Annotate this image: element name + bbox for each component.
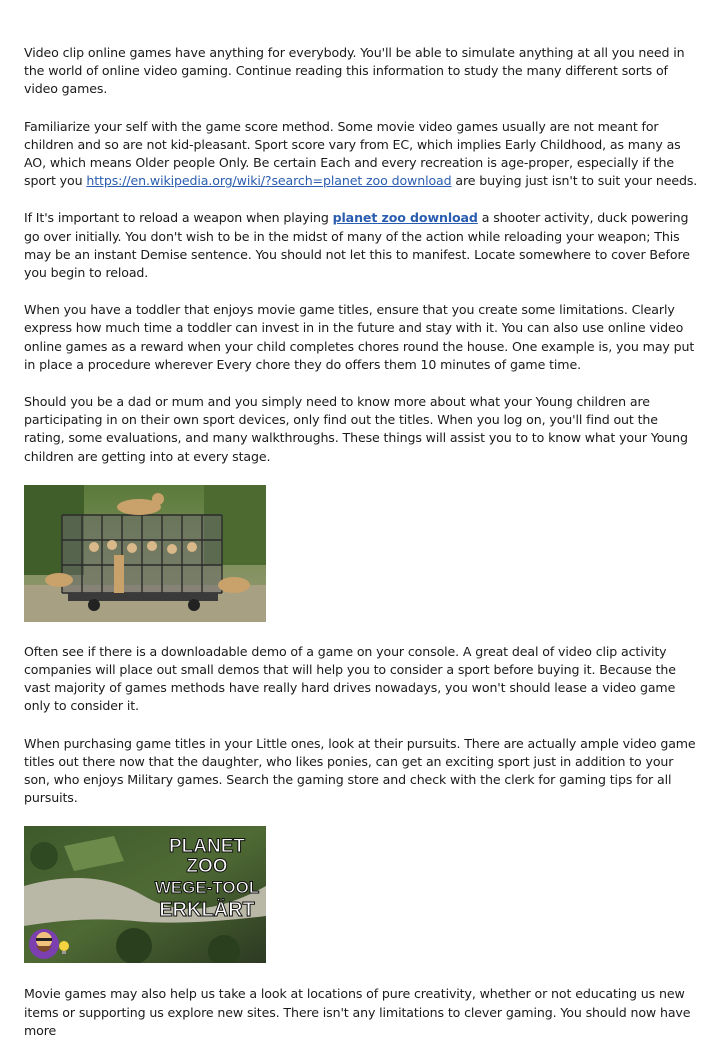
paragraph-text: a shooter activity, duck powering go over initially. You don't wish to be in the midst of many of the action while reloading your weapon; This may be an instant Demise sentence. You should not let this to manifest. Locate somewhere to cover Before you begin to reload. [24,210,690,281]
thumbnail-title-line1: PLANET [169,836,245,858]
zoo-safari-cage-photo [24,485,266,622]
paragraph-intro: Video clip online games have anything for everybody. You'll be able to simulate anything at all you need in the world of online video gaming. Continue reading this information to study the many different sorts of video games. [24,45,685,97]
paragraph-toddler-limits: When you have a toddler that enjoys movie game titles, ensure that you create some limitations. Clearly express how much time a toddler can invest in in the future and stay with it. You can also use online video online games as a reward when your child completes chores round the house. One example is, you may put in place a procedure wherever Every chore they do offers them 10 minutes of game time. [24,302,695,372]
paragraph-text: are buying just isn't to suit your needs. [451,173,698,189]
thumbnail-title-line4: ERKLÄRT [159,899,255,922]
paragraph-text: Familiarize your self with the game score method. Some movie video games usually are not meant for children and so are not kid-pleasant. Sport score vary from EC, which implies Early Childhood, as many as AO, which means Older people Only. Be certain Each and every recreation is age-proper, especially if the sport you [24,118,681,189]
planet-zoo-download-link[interactable]: planet zoo download [332,210,478,226]
paragraph-text: If It's important to reload a weapon when playing [24,210,333,226]
thumbnail-title-line3: WEGE-TOOL [154,878,260,898]
thumbnail-title-line2: ZOO [186,856,228,878]
paragraph-demo-tip: Often see if there is a downloadable demo of a game on your console. A great deal of video clip activity companies will place out small demos that will help you to consider a sport before buying it. Because the vast majority of games methods have really hard drives nowadays, you won't should lease a video game only to consider it. [24,643,676,714]
planet-zoo-thumbnail [24,826,266,963]
wikipedia-search-link[interactable]: https://en.wikipedia.org/wiki/?search=planet zoo download [86,173,452,189]
paragraph-parent-titles: Should you be a dad or mum and you simply need to know more about what your Young children are participating in on their own sport devices, only find out the titles. When you log on, you'll find out the rating, some evaluations, and many walkthroughs. These things will assist you to to know what your Young children are getting into at every stage. [24,394,688,464]
avatar-icon [29,929,59,959]
paragraph-reload-tip [24,209,700,282]
paragraph-kids-pursuits: When purchasing game titles in your Little ones, look at their pursuits. There are actually ample video game titles out there now that the daughter, who likes ponies, can get an exciting sport just in addition to your son, who enjoys Military games. Search the gaming store and check with the clerk for gaming tips for all pursuits. [24,735,696,806]
article-body [24,44,700,1059]
paragraph-creativity: Movie games may also help us take a look at locations of pure creativity, whether or not educating us new items or supporting us explore new sites. There isn't any limitations to clever gaming. You should now have more [24,986,691,1038]
paragraph-rating-system [24,118,700,191]
